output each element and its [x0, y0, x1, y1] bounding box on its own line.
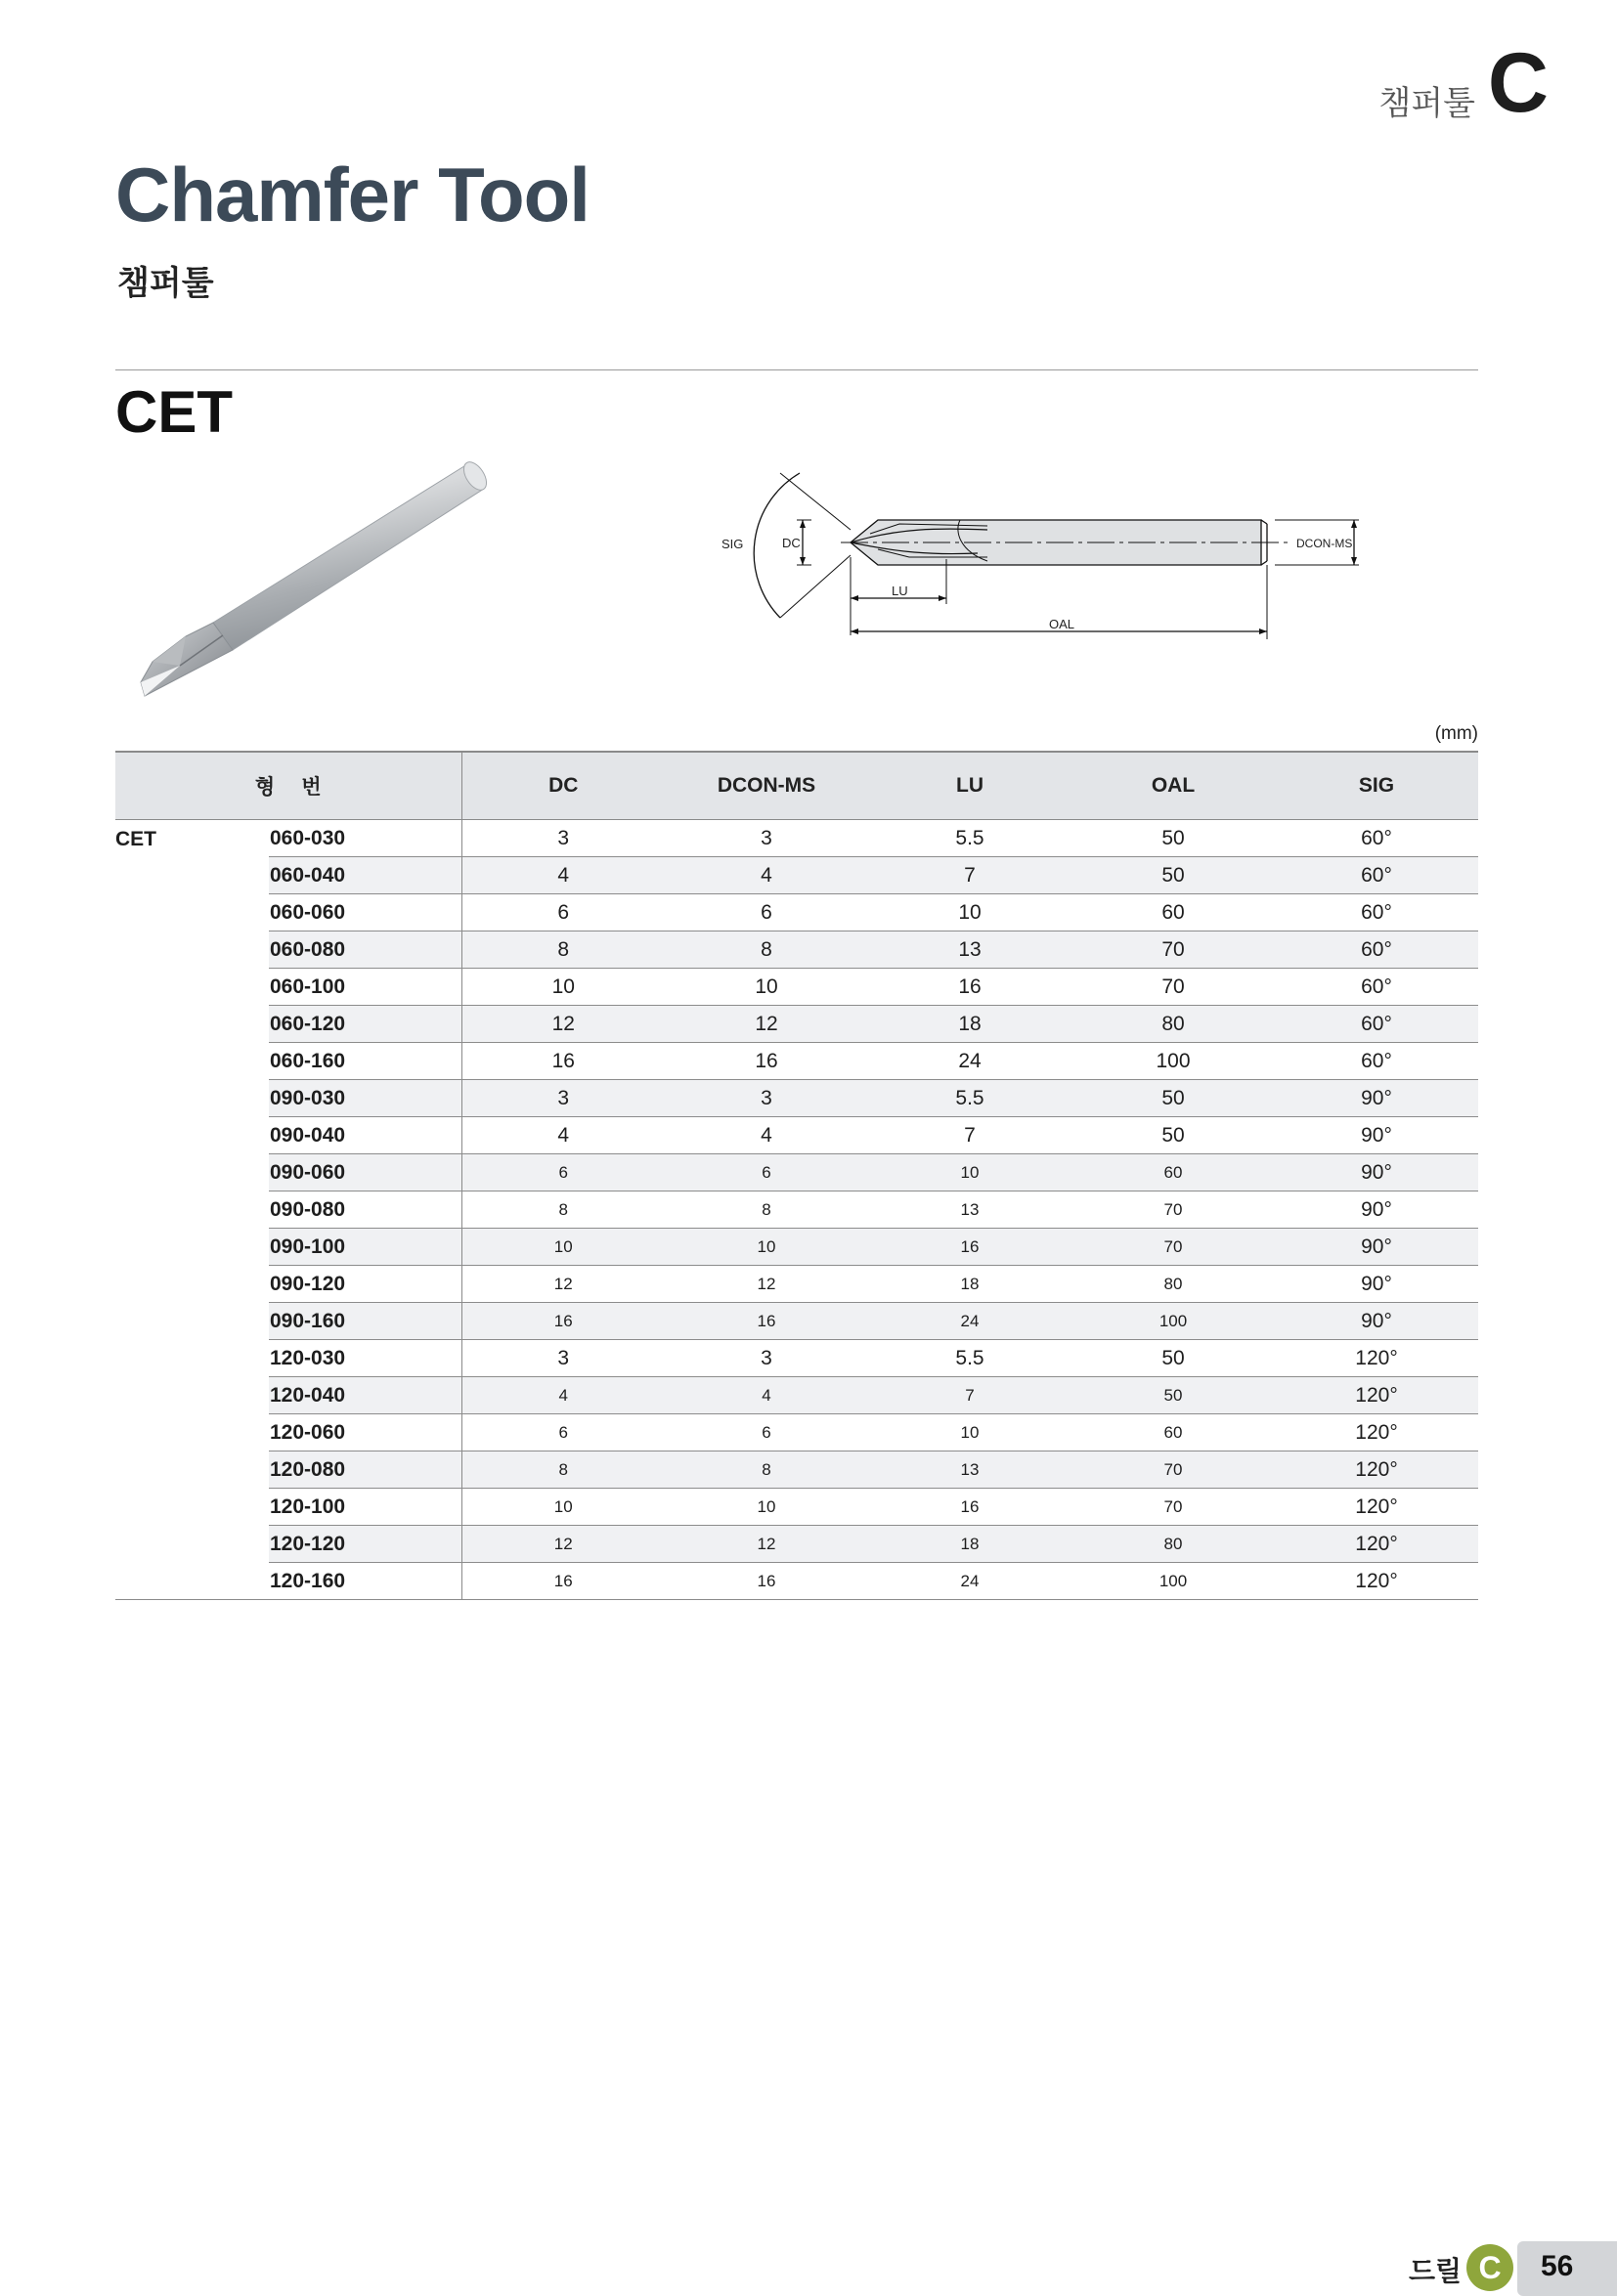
- dcon-cell: 16: [665, 1043, 868, 1080]
- dc-cell: 8: [461, 1191, 665, 1229]
- table-row: [115, 1266, 1478, 1303]
- model-code-cell: 120-030: [269, 1340, 461, 1377]
- diagram-label-dc: DC: [782, 536, 801, 550]
- model-code-cell: 120-160: [269, 1563, 461, 1600]
- oal-cell: 100: [1071, 1043, 1275, 1080]
- model-code-cell: 090-030: [269, 1080, 461, 1117]
- lu-cell: 5.5: [868, 1340, 1071, 1377]
- model-code-cell: 060-040: [269, 857, 461, 894]
- dcon-cell: 10: [665, 969, 868, 1006]
- lu-cell: 16: [868, 1229, 1071, 1266]
- dc-cell: 3: [461, 1340, 665, 1377]
- diagram-label-sig: SIG: [721, 537, 744, 551]
- dcon-cell: 8: [665, 1191, 868, 1229]
- table-row: [115, 1154, 1478, 1191]
- oal-cell: 70: [1071, 931, 1275, 969]
- lu-cell: 7: [868, 1117, 1071, 1154]
- dc-cell: 6: [461, 894, 665, 931]
- table-row: [115, 1563, 1478, 1600]
- page-title: Chamfer Tool: [115, 152, 590, 238]
- dcon-cell: 3: [665, 1080, 868, 1117]
- page-subtitle: 챔퍼툴: [117, 264, 214, 303]
- model-code-cell: 060-100: [269, 969, 461, 1006]
- oal-cell: 70: [1071, 1451, 1275, 1489]
- sig-cell: 90°: [1275, 1266, 1478, 1303]
- sig-cell: 120°: [1275, 1489, 1478, 1526]
- sig-cell: 60°: [1275, 894, 1478, 931]
- sig-cell: 90°: [1275, 1229, 1478, 1266]
- model-code-cell: 120-100: [269, 1489, 461, 1526]
- oal-cell: 60: [1071, 894, 1275, 931]
- table-row: [115, 1080, 1478, 1117]
- dc-cell: 16: [461, 1303, 665, 1340]
- sig-cell: 90°: [1275, 1191, 1478, 1229]
- sig-cell: 120°: [1275, 1526, 1478, 1563]
- model-code-cell: 090-120: [269, 1266, 461, 1303]
- diagram-label-oal: OAL: [1049, 617, 1075, 631]
- dc-cell: 10: [461, 1489, 665, 1526]
- sig-cell: 60°: [1275, 969, 1478, 1006]
- dcon-cell: 3: [665, 820, 868, 857]
- dcon-cell: 3: [665, 1340, 868, 1377]
- diagram-label-dcon: DCON-MS: [1296, 537, 1353, 550]
- chamfer-tool-image: [115, 445, 506, 728]
- sig-cell: 60°: [1275, 1006, 1478, 1043]
- dc-cell: 4: [461, 857, 665, 894]
- table-row: [115, 1006, 1478, 1043]
- dcon-cell: 6: [665, 1414, 868, 1451]
- model-code-cell: 090-040: [269, 1117, 461, 1154]
- dc-cell: 16: [461, 1043, 665, 1080]
- column-header-dcon: DCON-MS: [665, 752, 868, 820]
- oal-cell: 80: [1071, 1526, 1275, 1563]
- dc-cell: 3: [461, 1080, 665, 1117]
- model-code-cell: 060-080: [269, 931, 461, 969]
- table-row: [115, 1526, 1478, 1563]
- dcon-cell: 16: [665, 1563, 868, 1600]
- lu-cell: 5.5: [868, 820, 1071, 857]
- sig-cell: 90°: [1275, 1117, 1478, 1154]
- unit-label: (mm): [1434, 723, 1478, 744]
- lu-cell: 7: [868, 857, 1071, 894]
- oal-cell: 50: [1071, 820, 1275, 857]
- sig-cell: 120°: [1275, 1414, 1478, 1451]
- table-row: [115, 1489, 1478, 1526]
- lu-cell: 7: [868, 1377, 1071, 1414]
- model-code-cell: 060-030: [269, 820, 461, 857]
- model-code-cell: 060-060: [269, 894, 461, 931]
- oal-cell: 60: [1071, 1414, 1275, 1451]
- dc-cell: 10: [461, 1229, 665, 1266]
- column-header-sig: SIG: [1275, 752, 1478, 820]
- lu-cell: 24: [868, 1303, 1071, 1340]
- sig-cell: 120°: [1275, 1451, 1478, 1489]
- sig-cell: 60°: [1275, 857, 1478, 894]
- oal-cell: 100: [1071, 1563, 1275, 1600]
- lu-cell: 5.5: [868, 1080, 1071, 1117]
- oal-cell: 70: [1071, 1191, 1275, 1229]
- sig-cell: 120°: [1275, 1377, 1478, 1414]
- section-title: CET: [115, 379, 233, 445]
- table-row: [115, 894, 1478, 931]
- oal-cell: 70: [1071, 969, 1275, 1006]
- lu-cell: 18: [868, 1526, 1071, 1563]
- footer-chapter-badge: C: [1466, 2244, 1513, 2291]
- sig-cell: 120°: [1275, 1340, 1478, 1377]
- lu-cell: 13: [868, 1191, 1071, 1229]
- dc-cell: 6: [461, 1154, 665, 1191]
- dc-cell: 3: [461, 820, 665, 857]
- sig-cell: 60°: [1275, 931, 1478, 969]
- dc-cell: 8: [461, 931, 665, 969]
- lu-cell: 16: [868, 969, 1071, 1006]
- model-code-cell: 120-120: [269, 1526, 461, 1563]
- table-header-row: [115, 752, 1478, 820]
- dcon-cell: 4: [665, 857, 868, 894]
- dcon-cell: 6: [665, 1154, 868, 1191]
- dimension-diagram: [704, 459, 1388, 655]
- footer-category-label: 드릴: [1409, 2255, 1463, 2287]
- lu-cell: 10: [868, 894, 1071, 931]
- model-code-cell: 060-120: [269, 1006, 461, 1043]
- oal-cell: 100: [1071, 1303, 1275, 1340]
- dcon-cell: 10: [665, 1229, 868, 1266]
- lu-cell: 10: [868, 1414, 1071, 1451]
- table-row: [115, 1191, 1478, 1229]
- model-code-cell: 090-100: [269, 1229, 461, 1266]
- table-row: [115, 1117, 1478, 1154]
- sig-cell: 90°: [1275, 1303, 1478, 1340]
- dc-cell: 4: [461, 1117, 665, 1154]
- sig-cell: 60°: [1275, 820, 1478, 857]
- oal-cell: 50: [1071, 1080, 1275, 1117]
- table-row: [115, 931, 1478, 969]
- series-cell: CET: [115, 820, 269, 1600]
- column-header-model: 형 번: [115, 752, 461, 820]
- table-row: [115, 1451, 1478, 1489]
- table-row: [115, 1377, 1478, 1414]
- model-code-cell: 120-060: [269, 1414, 461, 1451]
- table-row: [115, 820, 1478, 857]
- model-code-cell: 090-080: [269, 1191, 461, 1229]
- category-letter: C: [1487, 36, 1549, 130]
- sig-cell: 60°: [1275, 1043, 1478, 1080]
- dc-cell: 12: [461, 1006, 665, 1043]
- dcon-cell: 4: [665, 1377, 868, 1414]
- dc-cell: 16: [461, 1563, 665, 1600]
- oal-cell: 50: [1071, 1340, 1275, 1377]
- dcon-cell: 12: [665, 1266, 868, 1303]
- oal-cell: 70: [1071, 1229, 1275, 1266]
- dcon-cell: 4: [665, 1117, 868, 1154]
- page-number: 56: [1541, 2250, 1574, 2282]
- table-row: [115, 1043, 1478, 1080]
- lu-cell: 16: [868, 1489, 1071, 1526]
- model-code-cell: 060-160: [269, 1043, 461, 1080]
- sig-cell: 90°: [1275, 1154, 1478, 1191]
- dcon-cell: 12: [665, 1006, 868, 1043]
- model-code-cell: 090-060: [269, 1154, 461, 1191]
- sig-cell: 120°: [1275, 1563, 1478, 1600]
- table-row: [115, 1229, 1478, 1266]
- oal-cell: 60: [1071, 1154, 1275, 1191]
- oal-cell: 80: [1071, 1006, 1275, 1043]
- dcon-cell: 10: [665, 1489, 868, 1526]
- table-row: [115, 969, 1478, 1006]
- table-row: [115, 1414, 1478, 1451]
- dc-cell: 6: [461, 1414, 665, 1451]
- sig-cell: 90°: [1275, 1080, 1478, 1117]
- table-row: [115, 857, 1478, 894]
- lu-cell: 24: [868, 1043, 1071, 1080]
- lu-cell: 10: [868, 1154, 1071, 1191]
- dcon-cell: 8: [665, 1451, 868, 1489]
- dc-cell: 12: [461, 1526, 665, 1563]
- diagram-label-lu: LU: [892, 584, 908, 598]
- model-code-cell: 120-080: [269, 1451, 461, 1489]
- dc-cell: 4: [461, 1377, 665, 1414]
- table-row: [115, 1303, 1478, 1340]
- dc-cell: 12: [461, 1266, 665, 1303]
- table-row: [115, 1340, 1478, 1377]
- oal-cell: 50: [1071, 1117, 1275, 1154]
- lu-cell: 18: [868, 1266, 1071, 1303]
- model-code-cell: 120-040: [269, 1377, 461, 1414]
- dc-cell: 8: [461, 1451, 665, 1489]
- dcon-cell: 8: [665, 931, 868, 969]
- column-header-lu: LU: [868, 752, 1071, 820]
- oal-cell: 50: [1071, 857, 1275, 894]
- model-code-cell: 090-160: [269, 1303, 461, 1340]
- lu-cell: 24: [868, 1563, 1071, 1600]
- spec-table: [115, 751, 1478, 1600]
- column-header-oal: OAL: [1071, 752, 1275, 820]
- lu-cell: 18: [868, 1006, 1071, 1043]
- dcon-cell: 16: [665, 1303, 868, 1340]
- section-divider: [115, 369, 1478, 370]
- dcon-cell: 12: [665, 1526, 868, 1563]
- lu-cell: 13: [868, 931, 1071, 969]
- oal-cell: 50: [1071, 1377, 1275, 1414]
- dcon-cell: 6: [665, 894, 868, 931]
- category-label: 챔퍼툴: [1378, 84, 1475, 123]
- column-header-dc: DC: [461, 752, 665, 820]
- oal-cell: 70: [1071, 1489, 1275, 1526]
- oal-cell: 80: [1071, 1266, 1275, 1303]
- lu-cell: 13: [868, 1451, 1071, 1489]
- dc-cell: 10: [461, 969, 665, 1006]
